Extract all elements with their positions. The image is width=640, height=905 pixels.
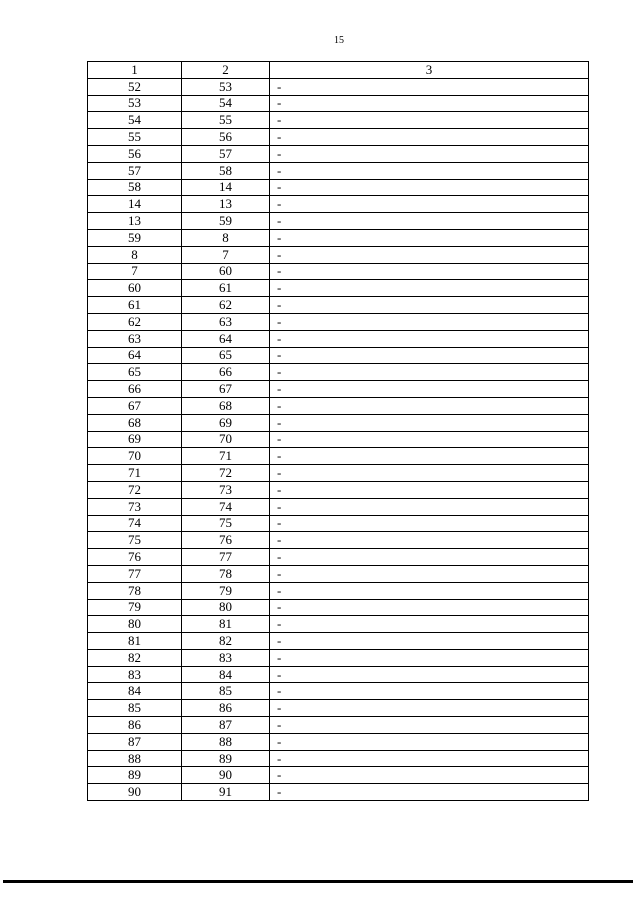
table-cell-col2: 67 (182, 381, 270, 398)
table-cell-col1: 56 (88, 145, 182, 162)
table-cell-col1: 77 (88, 565, 182, 582)
table-header-row (88, 62, 589, 79)
table-cell-col2: 90 (182, 767, 270, 784)
table-row (88, 633, 589, 650)
table-row (88, 733, 589, 750)
table-cell-col3: - (270, 297, 589, 314)
table-body (88, 78, 589, 800)
table-row (88, 565, 589, 582)
table-cell-col3: - (270, 95, 589, 112)
table-row (88, 313, 589, 330)
column-header-2: 2 (182, 62, 270, 79)
table-cell-col3: - (270, 633, 589, 650)
table-cell-col2: 85 (182, 683, 270, 700)
table-cell-col3: - (270, 112, 589, 129)
table-cell-col3: - (270, 330, 589, 347)
table-cell-col2: 14 (182, 179, 270, 196)
table-cell-col3: - (270, 280, 589, 297)
table-cell-col1: 68 (88, 414, 182, 431)
table-cell-col2: 7 (182, 246, 270, 263)
table-cell-col1: 75 (88, 532, 182, 549)
table-cell-col3: - (270, 532, 589, 549)
table-cell-col3: - (270, 565, 589, 582)
table-cell-col3: - (270, 229, 589, 246)
table-cell-col3: - (270, 465, 589, 482)
table-cell-col1: 73 (88, 498, 182, 515)
table-cell-col2: 79 (182, 582, 270, 599)
column-header-3: 3 (270, 62, 589, 79)
table-cell-col2: 74 (182, 498, 270, 515)
table-row (88, 750, 589, 767)
table-cell-col3: - (270, 683, 589, 700)
table-row (88, 599, 589, 616)
table-row (88, 582, 589, 599)
table-cell-col2: 89 (182, 750, 270, 767)
table-cell-col1: 66 (88, 381, 182, 398)
table-cell-col3: - (270, 767, 589, 784)
table-cell-col2: 68 (182, 397, 270, 414)
table-row (88, 397, 589, 414)
table-row (88, 767, 589, 784)
table-row (88, 297, 589, 314)
table-cell-col2: 13 (182, 196, 270, 213)
table-cell-col2: 54 (182, 95, 270, 112)
table-cell-col2: 91 (182, 784, 270, 801)
table-cell-col1: 83 (88, 666, 182, 683)
table-cell-col1: 7 (88, 263, 182, 280)
table-cell-col3: - (270, 515, 589, 532)
table-cell-col1: 13 (88, 213, 182, 230)
table-row (88, 347, 589, 364)
table-cell-col3: - (270, 498, 589, 515)
table-row (88, 549, 589, 566)
table-cell-col1: 71 (88, 465, 182, 482)
table-cell-col3: - (270, 313, 589, 330)
table-row (88, 465, 589, 482)
table-cell-col3: - (270, 162, 589, 179)
table-row (88, 129, 589, 146)
table-cell-col2: 80 (182, 599, 270, 616)
table-cell-col2: 86 (182, 700, 270, 717)
table-cell-col3: - (270, 347, 589, 364)
table-cell-col3: - (270, 397, 589, 414)
table-cell-col2: 62 (182, 297, 270, 314)
table-cell-col3: - (270, 196, 589, 213)
table-cell-col2: 58 (182, 162, 270, 179)
table-cell-col2: 70 (182, 431, 270, 448)
table-cell-col1: 70 (88, 448, 182, 465)
table-row (88, 532, 589, 549)
table-cell-col1: 67 (88, 397, 182, 414)
table-cell-col2: 72 (182, 465, 270, 482)
table-cell-col3: - (270, 213, 589, 230)
table-cell-col1: 85 (88, 700, 182, 717)
table-cell-col3: - (270, 129, 589, 146)
table-cell-col1: 58 (88, 179, 182, 196)
table-row (88, 95, 589, 112)
table-cell-col2: 83 (182, 649, 270, 666)
table-cell-col3: - (270, 179, 589, 196)
table-row (88, 196, 589, 213)
bottom-rule (3, 880, 633, 883)
table-row (88, 280, 589, 297)
table-cell-col1: 62 (88, 313, 182, 330)
table-cell-col3: - (270, 145, 589, 162)
table-row (88, 700, 589, 717)
table-cell-col3: - (270, 414, 589, 431)
table-cell-col2: 75 (182, 515, 270, 532)
table-cell-col3: - (270, 246, 589, 263)
table-cell-col3: - (270, 649, 589, 666)
table-row (88, 515, 589, 532)
table-cell-col1: 69 (88, 431, 182, 448)
table-cell-col1: 60 (88, 280, 182, 297)
table-cell-col1: 64 (88, 347, 182, 364)
table-cell-col1: 8 (88, 246, 182, 263)
table-cell-col1: 86 (88, 717, 182, 734)
table-row (88, 179, 589, 196)
table-row (88, 414, 589, 431)
table-row (88, 78, 589, 95)
table-cell-col3: - (270, 599, 589, 616)
table-cell-col1: 88 (88, 750, 182, 767)
table-cell-col3: - (270, 750, 589, 767)
table-cell-col2: 60 (182, 263, 270, 280)
table-cell-col2: 81 (182, 616, 270, 633)
table-cell-col1: 76 (88, 549, 182, 566)
table-cell-col2: 61 (182, 280, 270, 297)
table-cell-col1: 54 (88, 112, 182, 129)
table-cell-col2: 63 (182, 313, 270, 330)
table-cell-col2: 82 (182, 633, 270, 650)
table-row (88, 616, 589, 633)
table-row (88, 112, 589, 129)
table-row (88, 498, 589, 515)
table-cell-col3: - (270, 700, 589, 717)
table-row (88, 666, 589, 683)
table-cell-col2: 71 (182, 448, 270, 465)
table-cell-col1: 89 (88, 767, 182, 784)
table-cell-col3: - (270, 616, 589, 633)
table-cell-col3: - (270, 717, 589, 734)
table-cell-col2: 65 (182, 347, 270, 364)
table-cell-col2: 66 (182, 364, 270, 381)
table-cell-col2: 64 (182, 330, 270, 347)
table-cell-col3: - (270, 364, 589, 381)
table-cell-col1: 81 (88, 633, 182, 650)
table-cell-col2: 78 (182, 565, 270, 582)
table-row (88, 784, 589, 801)
table-row (88, 145, 589, 162)
table-cell-col2: 56 (182, 129, 270, 146)
table-cell-col1: 63 (88, 330, 182, 347)
table-cell-col2: 53 (182, 78, 270, 95)
table-row (88, 364, 589, 381)
table-cell-col1: 90 (88, 784, 182, 801)
table-cell-col2: 84 (182, 666, 270, 683)
table-cell-col3: - (270, 431, 589, 448)
table-cell-col2: 88 (182, 733, 270, 750)
table-cell-col2: 69 (182, 414, 270, 431)
table-cell-col3: - (270, 78, 589, 95)
table-cell-col3: - (270, 582, 589, 599)
table-cell-col1: 14 (88, 196, 182, 213)
table-cell-col1: 61 (88, 297, 182, 314)
table-cell-col1: 55 (88, 129, 182, 146)
table-cell-col1: 87 (88, 733, 182, 750)
table-cell-col2: 59 (182, 213, 270, 230)
table-cell-col3: - (270, 448, 589, 465)
table-row (88, 162, 589, 179)
coordinates-table (87, 61, 589, 801)
table-cell-col1: 84 (88, 683, 182, 700)
table-row (88, 213, 589, 230)
table-cell-col1: 72 (88, 481, 182, 498)
table-row (88, 431, 589, 448)
table-row (88, 683, 589, 700)
table-cell-col2: 87 (182, 717, 270, 734)
table-cell-col3: - (270, 666, 589, 683)
table-cell-col1: 59 (88, 229, 182, 246)
table-cell-col2: 77 (182, 549, 270, 566)
table-cell-col1: 57 (88, 162, 182, 179)
table-cell-col3: - (270, 263, 589, 280)
column-header-1: 1 (88, 62, 182, 79)
page-number: 15 (334, 35, 344, 46)
table-row (88, 481, 589, 498)
table-cell-col1: 65 (88, 364, 182, 381)
table-row (88, 246, 589, 263)
table-cell-col2: 76 (182, 532, 270, 549)
table-cell-col3: - (270, 733, 589, 750)
table-cell-col1: 80 (88, 616, 182, 633)
table-row (88, 330, 589, 347)
table-cell-col1: 78 (88, 582, 182, 599)
table-cell-col3: - (270, 784, 589, 801)
table-cell-col3: - (270, 481, 589, 498)
table-cell-col1: 53 (88, 95, 182, 112)
table-cell-col1: 82 (88, 649, 182, 666)
table-row (88, 263, 589, 280)
table-row (88, 649, 589, 666)
table-row (88, 448, 589, 465)
table-cell-col1: 74 (88, 515, 182, 532)
table-cell-col1: 79 (88, 599, 182, 616)
table-cell-col2: 55 (182, 112, 270, 129)
table-cell-col2: 8 (182, 229, 270, 246)
table-cell-col3: - (270, 381, 589, 398)
table-row (88, 717, 589, 734)
table-row (88, 381, 589, 398)
table-row (88, 229, 589, 246)
table-cell-col2: 57 (182, 145, 270, 162)
table-cell-col1: 52 (88, 78, 182, 95)
table-cell-col2: 73 (182, 481, 270, 498)
table-cell-col3: - (270, 549, 589, 566)
